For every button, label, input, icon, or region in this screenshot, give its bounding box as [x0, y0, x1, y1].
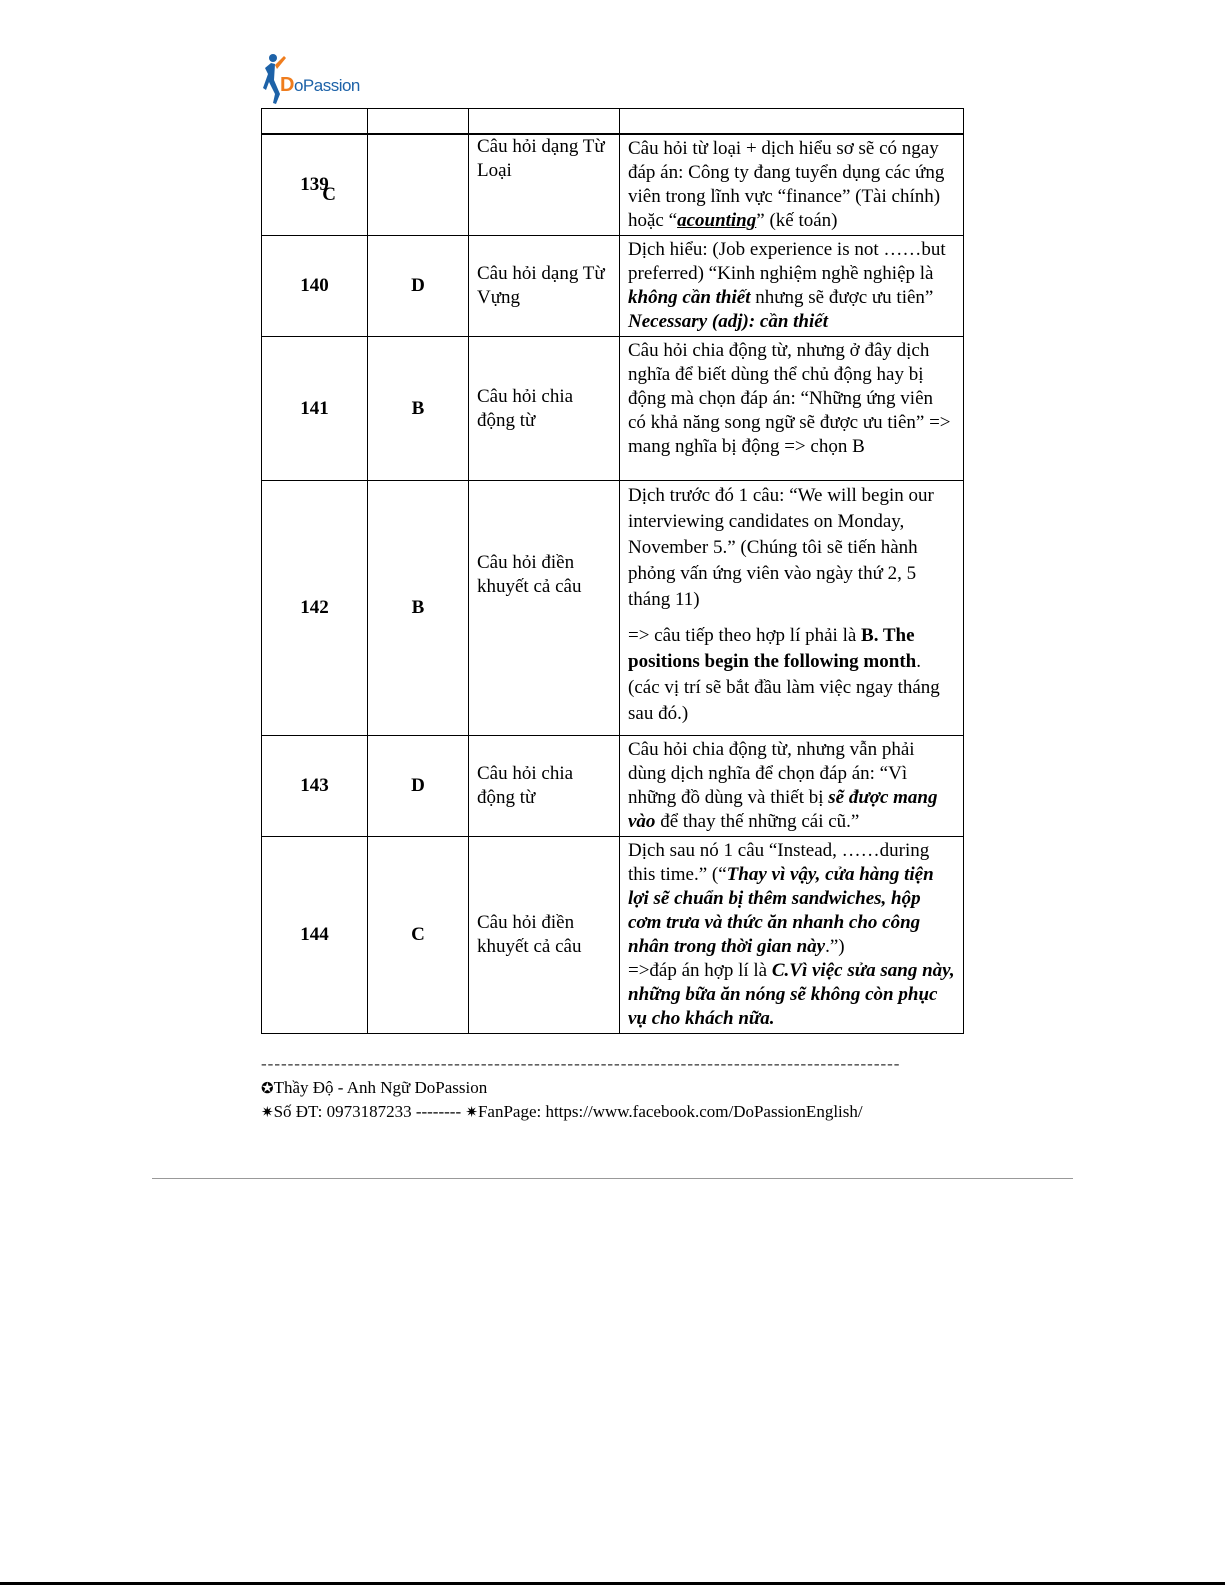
explanation: Câu hỏi chia động từ, nhưng vẫn phải dùng dịch nghĩa để chọn đáp án: “Vì những đồ dùng và thiết bị sẽ được mang vào để thay thế những cái cũ.”	[620, 736, 964, 837]
question-number: 142	[262, 481, 368, 736]
question-type: Câu hỏi điền khuyết cả câu	[469, 481, 620, 736]
table-row	[262, 236, 964, 337]
table-header-row	[262, 109, 964, 135]
page-footer	[261, 1052, 961, 1124]
question-number: 141	[262, 337, 368, 481]
table-row	[262, 134, 964, 236]
dopassion-logo	[262, 50, 366, 106]
fanpage-link[interactable]: FanPage: https://www.facebook.com/DoPassionEnglish/	[477, 1102, 863, 1121]
footer-teacher: ✪Thầy Độ - Anh Ngữ DoPassion	[261, 1078, 488, 1097]
question-number: 140	[262, 236, 368, 337]
header-cell	[262, 109, 368, 135]
table-row	[262, 481, 964, 736]
question-type: Câu hỏi điền khuyết cả câu	[469, 837, 620, 1034]
answer-letter: D	[368, 736, 469, 837]
question-number: 143	[262, 736, 368, 837]
header-cell	[469, 109, 620, 135]
question-number: 144	[262, 837, 368, 1034]
answer-letter-cell	[368, 134, 469, 236]
question-type: Câu hỏi chia động từ	[469, 736, 620, 837]
logo-wordmark: DoPassion	[280, 74, 360, 96]
answer-letter: C	[368, 837, 469, 1034]
question-type: Câu hỏi dạng Từ Loại	[469, 134, 620, 236]
footer-divider: ------------------------------------------------------------------------------------------------	[261, 1054, 901, 1073]
explanation: Dịch sau nó 1 câu “Instead, ……during this time.” (“Thay vì vậy, cửa hàng tiện lợi sẽ chuẩn bị thêm sandwiches, hộp cơm trưa và thức ăn nhanh cho công nhân trong thời gian này.”) =>đáp án hợp lí là C.Vì việc sửa sang này, những bữa ăn nóng sẽ không còn phục vụ cho khách nữa.	[620, 837, 964, 1034]
footer-contact: ✷Số ĐT: 0973187233 -------- ✷FanPage: https://www.facebook.com/DoPassionEnglish/	[261, 1102, 863, 1121]
star-circle-icon: ✪	[261, 1079, 274, 1097]
table-row	[262, 837, 964, 1034]
explanation: Câu hỏi từ loại + dịch hiểu sơ sẽ có ngay đáp án: Công ty đang tuyển dụng các ứng viên trong lĩnh vực “finance” (Tài chính) hoặc “acounting” (kế toán)	[620, 134, 964, 236]
page-separator	[152, 1178, 1073, 1179]
table-row	[262, 337, 964, 481]
asterisk-icon: ✷	[465, 1103, 478, 1121]
asterisk-icon: ✷	[261, 1103, 274, 1121]
answer-letter: B	[368, 337, 469, 481]
header-cell	[368, 109, 469, 135]
question-number: 139 C	[262, 134, 368, 236]
explanation: Dịch trước đó 1 câu: “We will begin our interviewing candidates on Monday, November 5.” (Chúng tôi sẽ tiến hành phỏng vấn ứng viên vào ngày thứ 2, 5 tháng 11) => câu tiếp theo hợp lí phải là B. The positions begin the following month. (các vị trí sẽ bắt đầu làm việc ngay tháng sau đó.)	[620, 481, 964, 736]
answer-letter: C	[322, 184, 336, 205]
answer-table	[261, 108, 964, 1034]
explanation: Câu hỏi chia động từ, nhưng ở đây dịch nghĩa để biết dùng thể chủ động hay bị động mà chọn đáp án: “Những ứng viên có khả năng song ngữ sẽ được ưu tiên” => mang nghĩa bị động => chọn B	[620, 337, 964, 481]
table-row	[262, 736, 964, 837]
question-type: Câu hỏi chia động từ	[469, 337, 620, 481]
explanation: Dịch hiểu: (Job experience is not ……but preferred) “Kinh nghiệm nghề nghiệp là không cần thiết nhưng sẽ được ưu tiên” Necessary (adj): cần thiết	[620, 236, 964, 337]
header-cell	[620, 109, 964, 135]
answer-letter: B	[368, 481, 469, 736]
answer-letter: D	[368, 236, 469, 337]
question-type: Câu hỏi dạng Từ Vựng	[469, 236, 620, 337]
